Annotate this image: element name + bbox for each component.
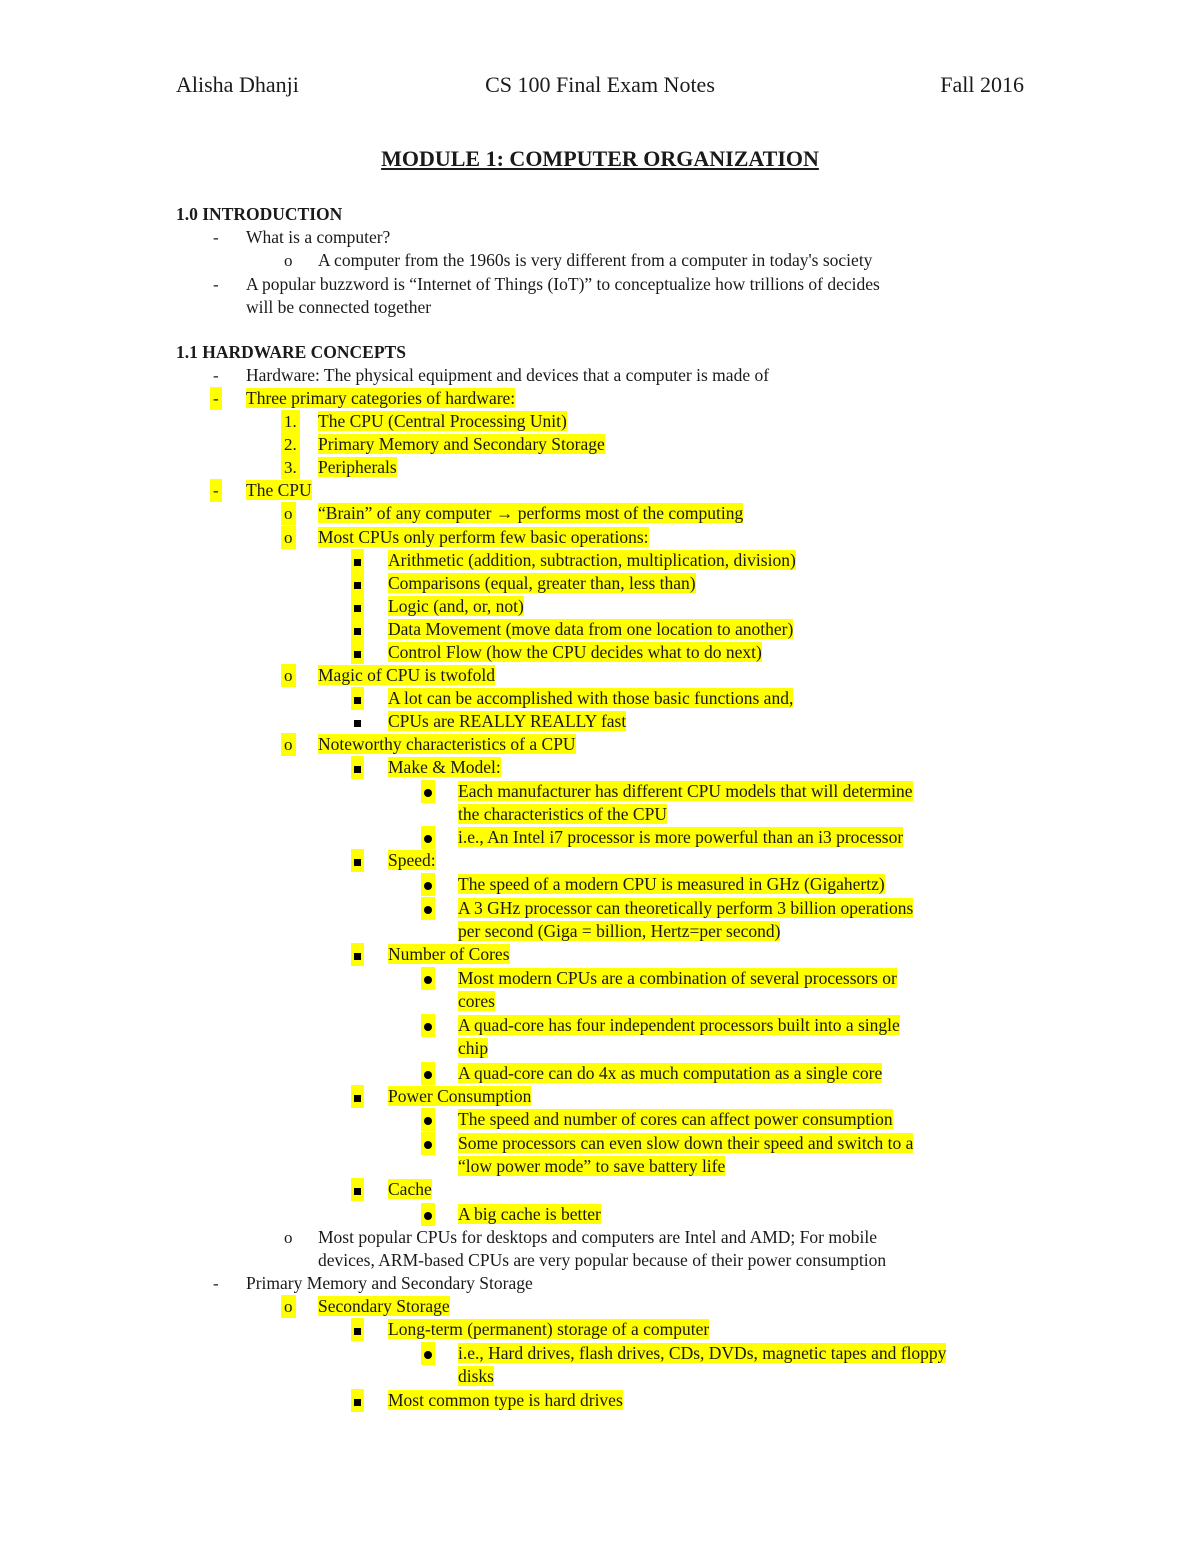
outline-line bbox=[458, 803, 667, 826]
list-marker: o bbox=[281, 664, 296, 687]
round-bullet-icon bbox=[421, 1203, 435, 1226]
outline-line bbox=[458, 1342, 946, 1365]
line-text: A big cache is better bbox=[458, 1204, 601, 1224]
header-course: CS 100 Final Exam Notes bbox=[485, 72, 715, 97]
line-text: Secondary Storage bbox=[318, 1296, 450, 1316]
line-text: A computer from the 1960s is very different from a computer in today's society bbox=[318, 250, 873, 270]
outline-line bbox=[458, 873, 885, 896]
line-text: i.e., An Intel i7 processor is more powerful than an i3 processor bbox=[458, 827, 904, 847]
outline-line bbox=[246, 1272, 533, 1295]
line-text: 1.1 HARDWARE CONCEPTS bbox=[176, 342, 406, 362]
section-heading bbox=[176, 203, 342, 226]
line-text: The CPU (Central Processing Unit) bbox=[318, 411, 567, 431]
outline-line bbox=[318, 733, 576, 756]
outline-line bbox=[246, 296, 431, 319]
line-text: cores bbox=[458, 991, 495, 1011]
outline-line bbox=[388, 943, 510, 966]
line-text: per second (Giga = billion, Hertz=per second) bbox=[458, 921, 781, 941]
list-marker: 1. bbox=[281, 410, 300, 433]
list-marker: - bbox=[213, 228, 219, 247]
outline-line bbox=[388, 641, 762, 664]
round-bullet-icon bbox=[421, 826, 435, 849]
outline-line bbox=[388, 1085, 531, 1108]
line-text: will be connected together bbox=[246, 297, 432, 317]
line-text: Comparisons (equal, greater than, less than) bbox=[388, 573, 696, 593]
list-marker: 2. bbox=[281, 433, 300, 456]
round-bullet-icon bbox=[421, 1062, 435, 1085]
square-bullet-icon bbox=[351, 1085, 364, 1108]
line-text: Number of Cores bbox=[388, 944, 510, 964]
square-bullet-icon bbox=[351, 943, 364, 966]
round-bullet-icon bbox=[421, 873, 435, 896]
outline-line bbox=[458, 1062, 882, 1085]
list-marker: - bbox=[213, 366, 219, 385]
header-author: Alisha Dhanji bbox=[176, 72, 299, 97]
outline-line bbox=[458, 1037, 488, 1060]
round-bullet-icon bbox=[421, 1342, 435, 1365]
square-bullet-icon bbox=[351, 849, 364, 872]
line-text: A quad-core can do 4x as much computation as a single core bbox=[458, 1063, 883, 1083]
line-text: Most popular CPUs for desktops and computers are Intel and AMD; For mobile bbox=[318, 1227, 877, 1247]
list-marker: o bbox=[281, 733, 296, 756]
outline-line bbox=[388, 618, 793, 641]
line-text: Cache bbox=[388, 1179, 432, 1199]
outline-line bbox=[458, 1203, 601, 1226]
line-text: Primary Memory and Secondary Storage bbox=[246, 1273, 533, 1293]
square-bullet-icon bbox=[351, 756, 364, 779]
outline-line bbox=[458, 897, 913, 920]
line-text: Long-term (permanent) storage of a computer bbox=[388, 1319, 710, 1339]
line-text: devices, ARM-based CPUs are very popular because of their power consumption bbox=[318, 1250, 887, 1270]
outline-line bbox=[318, 249, 872, 272]
outline-line bbox=[246, 226, 390, 249]
outline-line bbox=[388, 710, 626, 733]
list-marker: - bbox=[213, 1274, 219, 1293]
line-text: Noteworthy characteristics of a CPU bbox=[318, 734, 576, 754]
line-text: Most modern CPUs are a combination of several processors or bbox=[458, 968, 897, 988]
list-marker: o bbox=[281, 1295, 296, 1318]
list-marker: o bbox=[284, 251, 293, 270]
outline-line bbox=[246, 364, 769, 387]
round-bullet-icon bbox=[421, 1014, 435, 1037]
line-text: the characteristics of the CPU bbox=[458, 804, 667, 824]
list-marker: o bbox=[284, 1228, 293, 1247]
square-bullet-icon bbox=[351, 1318, 364, 1341]
outline-line bbox=[458, 780, 913, 803]
square-bullet-icon bbox=[351, 1178, 364, 1201]
line-text: CPUs are REALLY REALLY fast bbox=[388, 711, 627, 731]
line-text: The speed and number of cores can affect power consumption bbox=[458, 1109, 893, 1129]
outline-line bbox=[458, 920, 780, 943]
outline-line bbox=[246, 273, 880, 296]
outline-line bbox=[458, 1108, 893, 1131]
square-bullet-icon bbox=[351, 595, 364, 618]
outline-line bbox=[388, 1389, 623, 1412]
line-text: “low power mode” to save battery life bbox=[458, 1156, 726, 1176]
line-text: Power Consumption bbox=[388, 1086, 532, 1106]
outline-line bbox=[458, 967, 897, 990]
line-text: The CPU bbox=[246, 480, 312, 500]
outline-line bbox=[318, 526, 649, 549]
outline-line bbox=[318, 1226, 877, 1249]
outline-line bbox=[318, 456, 397, 479]
list-marker: - bbox=[210, 479, 222, 502]
square-bullet-icon bbox=[351, 618, 364, 641]
line-text: A popular buzzword is “Internet of Things (IoT)” to conceptualize how trillions of decides bbox=[246, 274, 880, 294]
outline-line bbox=[388, 849, 436, 872]
outline-line bbox=[458, 826, 903, 849]
outline-line bbox=[458, 1132, 913, 1155]
outline-line bbox=[388, 756, 501, 779]
list-marker: o bbox=[281, 526, 296, 549]
outline-line bbox=[246, 479, 312, 502]
round-bullet-icon bbox=[421, 1108, 435, 1131]
line-text: Peripherals bbox=[318, 457, 397, 477]
outline-line bbox=[388, 1318, 709, 1341]
section-heading bbox=[176, 341, 406, 364]
outline-line bbox=[458, 1014, 900, 1037]
outline-line bbox=[318, 410, 567, 433]
line-text: A 3 GHz processor can theoretically perform 3 billion operations bbox=[458, 898, 914, 918]
outline-line bbox=[318, 433, 605, 456]
round-bullet-icon bbox=[421, 967, 435, 990]
outline-line bbox=[388, 687, 793, 710]
line-text: Data Movement (move data from one location to another) bbox=[388, 619, 794, 639]
outline-line bbox=[458, 990, 495, 1013]
outline-line bbox=[388, 572, 696, 595]
line-text: i.e., Hard drives, flash drives, CDs, DVDs, magnetic tapes and floppy bbox=[458, 1343, 947, 1363]
round-bullet-icon bbox=[421, 897, 435, 920]
square-bullet-icon bbox=[351, 549, 364, 572]
square-bullet-icon bbox=[354, 710, 361, 733]
line-text: Magic of CPU is twofold bbox=[318, 665, 495, 685]
line-text: Each manufacturer has different CPU models that will determine bbox=[458, 781, 913, 801]
line-text: Speed: bbox=[388, 850, 436, 870]
square-bullet-icon bbox=[351, 641, 364, 664]
round-bullet-icon bbox=[421, 1132, 435, 1155]
outline-line bbox=[388, 595, 524, 618]
header-term: Fall 2016 bbox=[940, 72, 1024, 97]
line-text: A lot can be accomplished with those basic functions and, bbox=[388, 688, 794, 708]
line-text: disks bbox=[458, 1366, 494, 1386]
outline-line bbox=[458, 1155, 725, 1178]
line-text: What is a computer? bbox=[246, 227, 391, 247]
round-bullet-icon bbox=[421, 780, 435, 803]
square-bullet-icon bbox=[351, 1389, 364, 1412]
line-text: The speed of a modern CPU is measured in GHz (Gigahertz) bbox=[458, 874, 885, 894]
outline-line bbox=[318, 1249, 886, 1272]
line-text: Primary Memory and Secondary Storage bbox=[318, 434, 605, 454]
square-bullet-icon bbox=[351, 572, 364, 595]
line-text: 1.0 INTRODUCTION bbox=[176, 204, 343, 224]
line-text: Arithmetic (addition, subtraction, multiplication, division) bbox=[388, 550, 796, 570]
outline-line bbox=[388, 1178, 432, 1201]
line-text: Most common type is hard drives bbox=[388, 1390, 623, 1410]
line-text: Logic (and, or, not) bbox=[388, 596, 524, 616]
list-marker: - bbox=[213, 275, 219, 294]
line-text: Hardware: The physical equipment and devices that a computer is made of bbox=[246, 365, 770, 385]
list-marker: o bbox=[281, 502, 296, 525]
line-text: A quad-core has four independent processors built into a single bbox=[458, 1015, 900, 1035]
outline-line bbox=[318, 1295, 450, 1318]
square-bullet-icon bbox=[351, 687, 364, 710]
outline-line bbox=[246, 387, 515, 410]
outline-line bbox=[318, 502, 743, 525]
line-text: Some processors can even slow down their speed and switch to a bbox=[458, 1133, 914, 1153]
outline-line bbox=[388, 549, 796, 572]
line-text: Control Flow (how the CPU decides what to do next) bbox=[388, 642, 762, 662]
line-text: “Brain” of any computer → performs most of the computing bbox=[318, 503, 744, 523]
list-marker: 3. bbox=[281, 456, 300, 479]
page-title: MODULE 1: COMPUTER ORGANIZATION bbox=[381, 146, 819, 171]
outline-line bbox=[458, 1365, 494, 1388]
line-text: Three primary categories of hardware: bbox=[246, 388, 516, 408]
line-text: Most CPUs only perform few basic operations: bbox=[318, 527, 649, 547]
list-marker: - bbox=[210, 387, 222, 410]
line-text: Make & Model: bbox=[388, 757, 501, 777]
outline-line bbox=[318, 664, 495, 687]
line-text: chip bbox=[458, 1038, 489, 1058]
